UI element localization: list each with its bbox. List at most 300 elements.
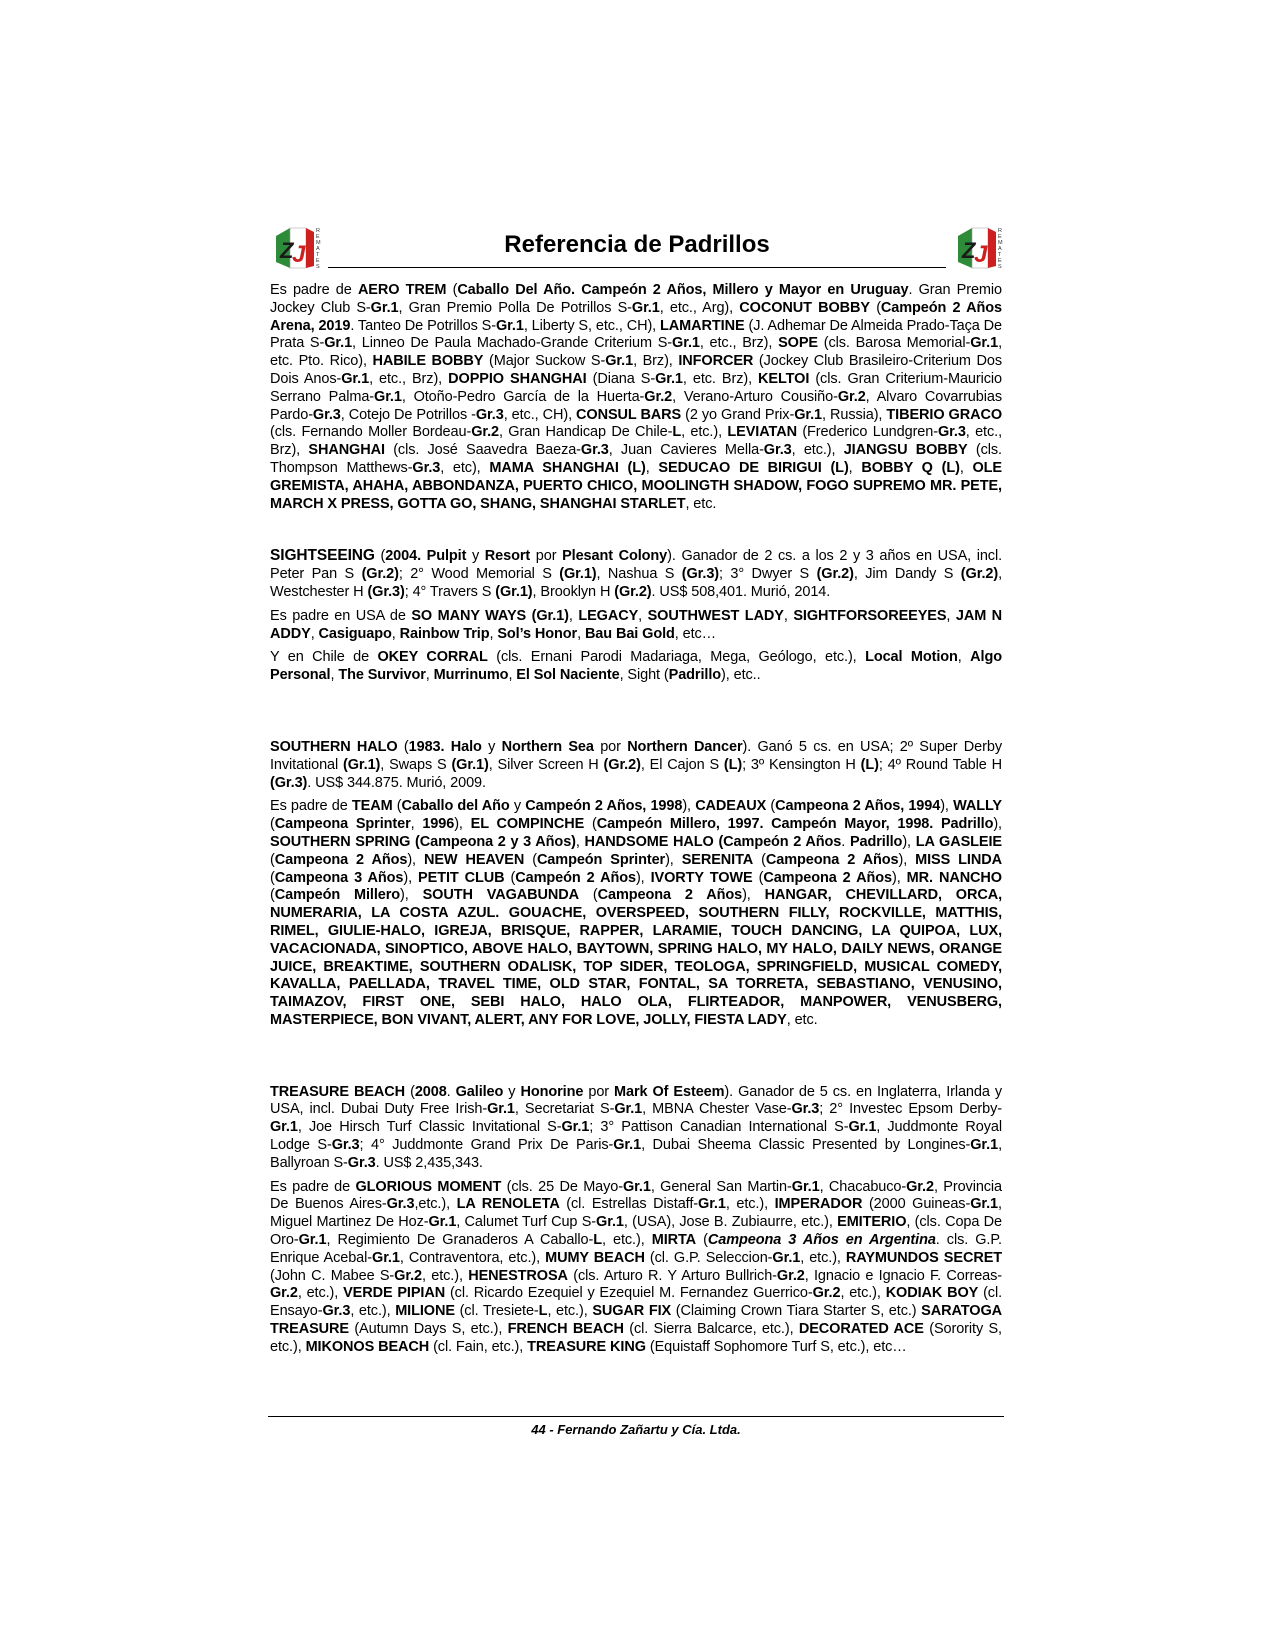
text-run: ), [898, 851, 916, 868]
text-run: (2 yo Grand Prix- [681, 406, 795, 423]
text-run: , (USA), Jose B. Zubiaurre, etc.), [623, 1214, 838, 1231]
text-run: ( [869, 299, 881, 316]
bold-text: DOPPIO SHANGHAI [448, 370, 587, 387]
text-run: (cl. G.P. Seleccion- [644, 1249, 773, 1266]
text-run: (cls. Thompson Matthews- [270, 442, 1002, 476]
text-run: . Tanteo De Potrillos S- [350, 317, 496, 334]
bold-text: Sol’s Honor [497, 625, 578, 642]
text-run: ( [446, 282, 458, 298]
bold-text: Gr.3 [791, 1101, 820, 1118]
bold-text: (Gr.1) [343, 756, 381, 773]
text-run: ), [993, 816, 1002, 833]
svg-text:M: M [316, 240, 321, 246]
bold-text: Gr.1 [374, 388, 402, 405]
bold-text: Gr.1 [561, 1119, 590, 1136]
text-run: , [957, 649, 971, 666]
text-run: ), [902, 833, 916, 850]
bold-text: BOBBY Q (L) [861, 459, 960, 476]
bold-text: EMITERIO [837, 1214, 907, 1231]
text-run: , Jim Dandy S [853, 566, 961, 583]
text-run: (cl. Sierra Balcarce, etc.), [623, 1321, 799, 1338]
bold-text: Gr.1 [672, 335, 700, 352]
text-run: , (cls. Copa De Oro- [270, 1214, 1003, 1249]
bold-text: HABILE BOBBY [372, 353, 484, 370]
bold-text: (Gr.2) [614, 583, 652, 600]
text-run: , Otoño-Pedro García de la Huerta- [401, 388, 645, 405]
bold-text: Campeona 2 Años [763, 869, 892, 886]
bold-text: Campeona 2 Años, 1994 [775, 798, 941, 815]
text-run: (cl. Tresiete- [454, 1303, 539, 1320]
text-run: por [530, 548, 563, 565]
bold-text: Murrinumo [433, 667, 509, 684]
text-run: (cl. Ricardo Ezequiel y Ezequiel M. Fernandez Guerrico- [445, 1285, 813, 1302]
bold-text: MIRTA [651, 1232, 697, 1249]
text-run: ( [405, 1083, 415, 1100]
text-run: , [310, 625, 319, 642]
text-run: , Brz), [633, 353, 679, 370]
remates-logo-icon [270, 222, 322, 274]
text-run: por [583, 1083, 615, 1100]
text-run: , etc. [786, 1011, 818, 1028]
bold-text: RAYMUNDOS SECRET [845, 1249, 1003, 1266]
text-run: , Juan Cavieres Mella- [608, 442, 764, 459]
text-run: , Regimiento De Granaderos A Caballo- [326, 1232, 594, 1249]
text-run: Es padre de [270, 282, 358, 298]
bold-text: MISS LINDA [915, 851, 1002, 868]
bold-text: (L) [723, 756, 743, 773]
text-run: ; 2° Investec Epsom Derby- [819, 1101, 1002, 1118]
bold-text: Gr.1 [848, 1119, 877, 1136]
section-spacer [270, 513, 1002, 547]
bold-text: LAMARTINE [660, 317, 745, 334]
bold-text: OLE GREMISTA, AHAHA, ABBONDANZA, PUERTO CHICO, MOOLINGTH SHADOW, FOGO SUPREMO MR. PETE, MARCH X PRESS, GOTTA GO, SHANG, SHANGHAI STARLET [270, 459, 1002, 512]
bold-text: Gr.1 [631, 299, 660, 316]
text-run: , etc.), [840, 1285, 886, 1302]
bold-text: Gr.1 [495, 317, 524, 334]
page-footer: 44 - Fernando Zañartu y Cía. Ltda. [531, 1422, 741, 1437]
bold-text: Gr.3 [937, 424, 966, 441]
text-run: , Brooklyn H [532, 583, 615, 600]
bold-text: NEW HEAVEN [423, 851, 525, 868]
bold-text: (Gr.2) [361, 566, 399, 583]
bold-text: MILIONE [395, 1303, 455, 1320]
bold-text: HANDSOME HALO (Campeón 2 Años [584, 833, 842, 850]
section-spacer [270, 1030, 1002, 1084]
text-run: ), [742, 887, 765, 904]
text-run: (Frederico Lundgren- [796, 424, 938, 441]
text-run: , General San Martin- [650, 1178, 792, 1195]
text-run: ( [696, 1232, 708, 1249]
bold-text: TIBERIO GRACO [886, 406, 1003, 423]
bold-text: DECORATED ACE [798, 1321, 924, 1338]
text-run: , [330, 667, 339, 684]
bold-text: TREASURE KING [527, 1338, 646, 1355]
bold-text: Gr.1 [370, 299, 399, 316]
svg-text:E: E [316, 234, 320, 240]
bold-text: Gr.1 [970, 1196, 999, 1213]
text-run: (cl. Ensayo- [270, 1285, 1003, 1320]
bold-text: Gr.2 [776, 1267, 805, 1284]
bold-text: LA GASLEIE [915, 833, 1002, 850]
text-run: , etc.), [681, 424, 728, 441]
bold-text: Gr.1 [613, 1137, 642, 1154]
bold-text: Gr.1 [487, 1101, 515, 1118]
bold-text: HENESTROSA [468, 1267, 568, 1284]
bold-text: Casiguapo [318, 625, 392, 642]
bold-text: Gr.1 [970, 1137, 999, 1154]
text-run: ( [524, 851, 537, 868]
bold-text: Resort [484, 548, 531, 565]
text-run: , [848, 459, 862, 476]
paragraph [270, 739, 1002, 792]
text-run: (Diana S- [586, 370, 656, 387]
text-run: ), [682, 798, 696, 815]
svg-text:A: A [316, 246, 320, 252]
bold-text: (Gr.1) [495, 583, 533, 600]
section-spacer [270, 685, 1002, 739]
bold-text: MIKONOS BEACH [305, 1338, 430, 1355]
text-run: , etc… [674, 625, 717, 642]
text-run: , [568, 607, 579, 624]
text-run: ( [579, 887, 598, 904]
svg-text:T: T [316, 252, 320, 258]
bold-text: KODIAK BOY [885, 1285, 979, 1302]
bold-text: Gr.3 [412, 459, 441, 476]
bold-text: Gr.3 [322, 1303, 351, 1320]
text-run: , Cotejo De Potrillos - [340, 406, 476, 423]
bold-text: SO MANY WAYS (Gr.1) [411, 607, 569, 624]
bold-text: KELTOI [758, 370, 810, 387]
text-run: , Verano-Arturo Cousiño- [672, 388, 838, 405]
bold-text: WALLY [953, 798, 1002, 815]
bold-text: COCONUT BOBBY [739, 299, 870, 316]
bold-text: Northern Sea [501, 738, 594, 755]
paragraph [270, 1084, 1002, 1173]
text-run: , Joe Hirsch Turf Classic Invitational S- [297, 1119, 562, 1136]
bold-text: SARATOGA TREASURE [270, 1303, 1002, 1338]
bold-text: Campeón 2 Años, 1998 [525, 798, 683, 815]
title-underline [328, 267, 946, 268]
bold-text: (Gr.3) [681, 566, 720, 583]
bold-text: 1983. Halo [408, 738, 482, 755]
bold-text: SOPE [778, 335, 818, 352]
text-run: (cls. Fernando Moller Bordeau- [270, 424, 472, 441]
text-run: , [959, 459, 973, 476]
bold-text: Campeona 2 Años [765, 851, 899, 868]
text-run: ), [400, 887, 423, 904]
bold-text: Campeona 2 Años [597, 887, 743, 904]
text-run: , MBNA Chester Vase- [642, 1101, 792, 1118]
bold-text: (Gr.3) [367, 583, 405, 600]
bold-text: Gr.1 [324, 335, 353, 352]
bold-text: Caballo del Año [401, 798, 510, 815]
bold-text: Gr.2 [270, 1285, 298, 1302]
bold-text: SERENITA [681, 851, 754, 868]
stallion-section [270, 1084, 1002, 1357]
text-run: , etc., CH), [503, 406, 577, 423]
text-run: ( [270, 851, 275, 868]
remates-logo-icon [952, 222, 1004, 274]
bold-text: Gr.1 [614, 1101, 643, 1118]
text-run: ; 4° Juddmonte Grand Prix De Paris- [359, 1137, 614, 1154]
text-run: ; 3° Pattison Canadian International S- [589, 1119, 849, 1136]
bold-text: Plesant Colony [562, 548, 668, 565]
text-run: , etc.), [800, 1249, 846, 1266]
text-run: , etc.), [725, 1196, 775, 1213]
text-run: (cls. 25 De Mayo- [501, 1178, 623, 1195]
svg-text:E: E [998, 234, 1002, 240]
bold-text: Gr.1 [655, 370, 683, 387]
text-run: ), [403, 869, 419, 886]
text-run: , etc.), [547, 1303, 593, 1320]
bold-text: Gr.3 [580, 442, 609, 459]
text-run: (cl. Estrellas Distaff- [559, 1196, 699, 1213]
stallion-section [270, 739, 1002, 1030]
text-run: ; 4° Travers S [404, 583, 496, 600]
text-run: , etc. Brz), [682, 370, 759, 387]
text-run: , Swaps S [380, 756, 452, 773]
text-run: (cls. José Saavedra Baeza- [384, 442, 581, 459]
text-run: . [446, 1083, 456, 1100]
page-title: Referencia de Padrillos [504, 231, 770, 258]
text-run: , Silver Screen H [488, 756, 604, 773]
text-run: , Chacabuco- [819, 1178, 907, 1195]
text-run: , etc., Brz), [699, 335, 779, 352]
bold-text: Gr.3 [331, 1137, 360, 1154]
bold-text: LEGACY [578, 607, 639, 624]
bold-text: Gr.1 [772, 1249, 801, 1266]
bold-text: Northern Dancer [627, 738, 743, 755]
bold-text: Gr.1 [970, 335, 999, 352]
paragraph [270, 649, 1002, 685]
text-run: Es padre de [270, 1178, 356, 1195]
text-run: , [391, 625, 400, 642]
bold-text: Bau Bai Gold [584, 625, 675, 642]
text-run: Es padre de [270, 798, 352, 815]
bold-text: JIANGSU BOBBY [843, 442, 968, 459]
bold-text: SOUTHWEST LADY [647, 607, 784, 624]
text-run: . US$ 508,401. Murió, 2014. [651, 583, 831, 600]
text-run: . cls. G.P. Enrique Acebal- [270, 1232, 1002, 1266]
bold-text: SIGHTSEEING [270, 547, 375, 565]
text-run: , etc.), [297, 1285, 344, 1302]
bold-text: Gr.1 [622, 1178, 651, 1195]
text-run: ), [635, 869, 651, 886]
text-run: (J. Adhemar De Almeida Prado-Taça De Prata S- [270, 317, 1002, 352]
text-run: . [841, 833, 850, 850]
text-run: ( [504, 869, 516, 886]
text-run: , Juddmonte Royal Lodge S- [270, 1119, 1003, 1154]
bold-text: SOUTH VAGABUNDA [422, 887, 580, 904]
bold-text: (Gr.2) [603, 756, 641, 773]
bold-text: INFORCER [678, 353, 754, 370]
text-run: , Gran Handicap De Chile- [499, 424, 673, 441]
bold-text: (Gr.1) [451, 756, 489, 773]
bold-text: Caballo Del Año. Campeón 2 Años, Millero y Mayor en Uruguay [457, 282, 909, 298]
stallion-section [270, 282, 1002, 513]
text-run: . US$ 344.875. Murió, 2009. [307, 774, 486, 791]
text-run: ( [270, 869, 275, 886]
text-run: , Contraventora, etc.), [399, 1249, 546, 1266]
text-run: ( [584, 816, 597, 833]
bold-text: Gr.3 [312, 406, 341, 423]
text-run: , Westchester H [270, 566, 1003, 600]
bold-text: (Gr.2) [960, 566, 999, 583]
bold-text: Galileo [455, 1083, 504, 1100]
text-run: . US$ 2,435,343. [375, 1154, 483, 1171]
svg-text:S: S [998, 264, 1002, 270]
text-run: ( [766, 798, 776, 815]
text-run: ; 2° Wood Memorial S [398, 566, 560, 583]
svg-text:E: E [316, 258, 320, 264]
bold-text: Gr.3 [347, 1154, 376, 1171]
text-run: , etc., Brz), [369, 370, 449, 387]
bold-text: Gr.2 [394, 1267, 422, 1284]
bold-text: Gr.1 [794, 406, 823, 423]
bold-text: Padrillo [849, 833, 903, 850]
text-run: ; 3º Kensington H [742, 756, 861, 773]
svg-text:J: J [292, 241, 306, 268]
svg-text:M: M [998, 240, 1003, 246]
bold-text: SIGHTFORSOREEYES [793, 607, 947, 624]
bold-text: Gr.1 [791, 1178, 820, 1195]
text-run: , [645, 459, 659, 476]
svg-text:Z: Z [962, 238, 976, 263]
text-run: , Dubai Sheema Classic Presented by Longines- [641, 1137, 971, 1154]
text-run: (cls. Gran Criterium-Mauricio Serrano Palma- [270, 370, 1002, 405]
bold-text: SOUTHERN HALO [270, 738, 398, 755]
text-run: , Ignacio e Ignacio F. Correas- [804, 1267, 1003, 1284]
svg-text:R: R [998, 228, 1002, 234]
bold-text: SHANGHAI [308, 442, 385, 459]
bold-text: Gr.1 [605, 353, 634, 370]
text-run: y [509, 798, 526, 815]
text-run: , Secretariat S- [514, 1101, 615, 1118]
svg-text:Z: Z [280, 238, 294, 263]
bold-text: MR. NANCHO [906, 869, 1002, 886]
footer-rule [268, 1416, 1004, 1417]
bold-text: Campeón Millero [274, 887, 401, 904]
paragraph [270, 282, 1002, 513]
svg-text:E: E [998, 258, 1002, 264]
bold-text: Mark Of Esteem [614, 1083, 725, 1100]
text-run: , [508, 667, 517, 684]
bold-text: 1996 [422, 816, 455, 833]
bold-text: AERO TREM [357, 282, 447, 298]
bold-text: Gr.2 [837, 388, 866, 405]
bold-text: El Sol Naciente [516, 667, 620, 684]
bold-text: Padrillo [668, 667, 722, 684]
bold-text: L [538, 1303, 548, 1320]
bold-text: JAM N ADDY [270, 607, 1003, 642]
text-run: (Sorority S, etc.), [270, 1321, 1002, 1355]
text-run: , etc., Brz), [270, 424, 1002, 459]
text-run: ( [374, 548, 386, 565]
bold-text: IMPERADOR [774, 1196, 863, 1213]
bold-text: SOUTHERN SPRING (Campeona 2 y 3 Años) [270, 833, 576, 850]
text-run: , etc. Pto. Rico), [270, 335, 1002, 370]
bold-text: Campeón Millero, 1997. Campeón Mayor, 1998. Padrillo [596, 816, 994, 833]
bold-text: Gr.2 [812, 1285, 841, 1302]
text-run: ,etc.), [414, 1196, 457, 1213]
bold-text: CADEAUX [695, 798, 767, 815]
bold-text: Campeón 2 Años [515, 869, 636, 886]
text-run: , [410, 816, 423, 833]
text-run: (cls. Barosa Memorial- [817, 335, 971, 352]
text-run: , etc.), [422, 1267, 469, 1284]
bold-text: (Gr.2) [816, 566, 854, 583]
bold-text: Gr.1 [270, 1119, 298, 1136]
bold-text: PETIT CLUB [418, 869, 505, 886]
text-run: , [783, 607, 794, 624]
bold-text: Honorine [520, 1083, 584, 1100]
bold-text: VERDE PIPIAN [343, 1285, 446, 1302]
bold-text: Gr.3 [386, 1196, 415, 1213]
bold-text: Gr.3 [475, 406, 504, 423]
text-run: ; 3° Dwyer S [719, 566, 817, 583]
stallion-section [270, 547, 1002, 685]
text-run: , Gran Premio Polla De Potrillos S- [398, 299, 632, 316]
text-run: , Sight ( [619, 667, 669, 684]
svg-text:J: J [974, 241, 988, 268]
text-run: Y en Chile de [270, 649, 378, 666]
text-run: , Provincia De Buenos Aires- [270, 1178, 1003, 1213]
bold-text: Gr.1 [428, 1214, 457, 1231]
text-run: ). Ganador de 2 cs. a los 2 y 3 años en USA, incl. Peter Pan S [270, 548, 1002, 583]
text-run: ), [940, 798, 954, 815]
bold-text: GLORIOUS MOMENT [355, 1178, 502, 1195]
text-run: , [638, 607, 648, 624]
text-run: , Ballyroan S- [270, 1137, 1003, 1171]
bold-text: (Gr.3) [270, 774, 308, 791]
bold-text: Gr.1 [341, 370, 370, 387]
text-run: , [489, 625, 498, 642]
bold-text: L [672, 424, 682, 441]
text-run: , Liberty S, etc., CH), [523, 317, 661, 334]
bold-text: IVORTY TOWE [650, 869, 753, 886]
text-run: , etc.), [350, 1303, 396, 1320]
bold-text: Campeona 3 Años [274, 869, 404, 886]
bold-text: The Survivor [338, 667, 426, 684]
text-run: (cl. Fain, etc.), [429, 1338, 528, 1355]
text-run: y [481, 738, 502, 755]
text-run: ), [407, 851, 424, 868]
text-run: por [593, 738, 628, 755]
bold-text: Local Motion [865, 649, 958, 666]
bold-text: Gr.1 [698, 1196, 726, 1213]
text-run: , [425, 667, 434, 684]
bold-text: L [593, 1232, 602, 1249]
text-run: (2000 Guineas- [862, 1196, 971, 1213]
svg-text:A: A [998, 246, 1002, 252]
bold-text: 2008 [414, 1083, 447, 1100]
text-run: , [577, 625, 585, 642]
bold-text: LEVIATAN [727, 424, 797, 441]
text-run: y [466, 548, 485, 565]
text-run: ). Ganó 5 cs. en USA; 2º Super Derby Invitational [270, 738, 1002, 773]
text-run: (cls. Arturo R. Y Arturo Bullrich- [567, 1267, 777, 1284]
bold-text: LA RENOLETA [456, 1196, 560, 1213]
text-run: ), [454, 816, 471, 833]
text-run: ( [270, 887, 275, 904]
text-run: , [946, 607, 956, 624]
text-run: , Linneo De Paula Machado-Grande Criterium S- [352, 335, 673, 352]
bold-text: Campeona 2 Años [274, 851, 408, 868]
text-run: ( [270, 816, 275, 833]
text-run: , etc.), [791, 442, 844, 459]
text-run: , [575, 833, 585, 850]
bold-text: Campeona 3 Años en Argentina [707, 1232, 936, 1249]
